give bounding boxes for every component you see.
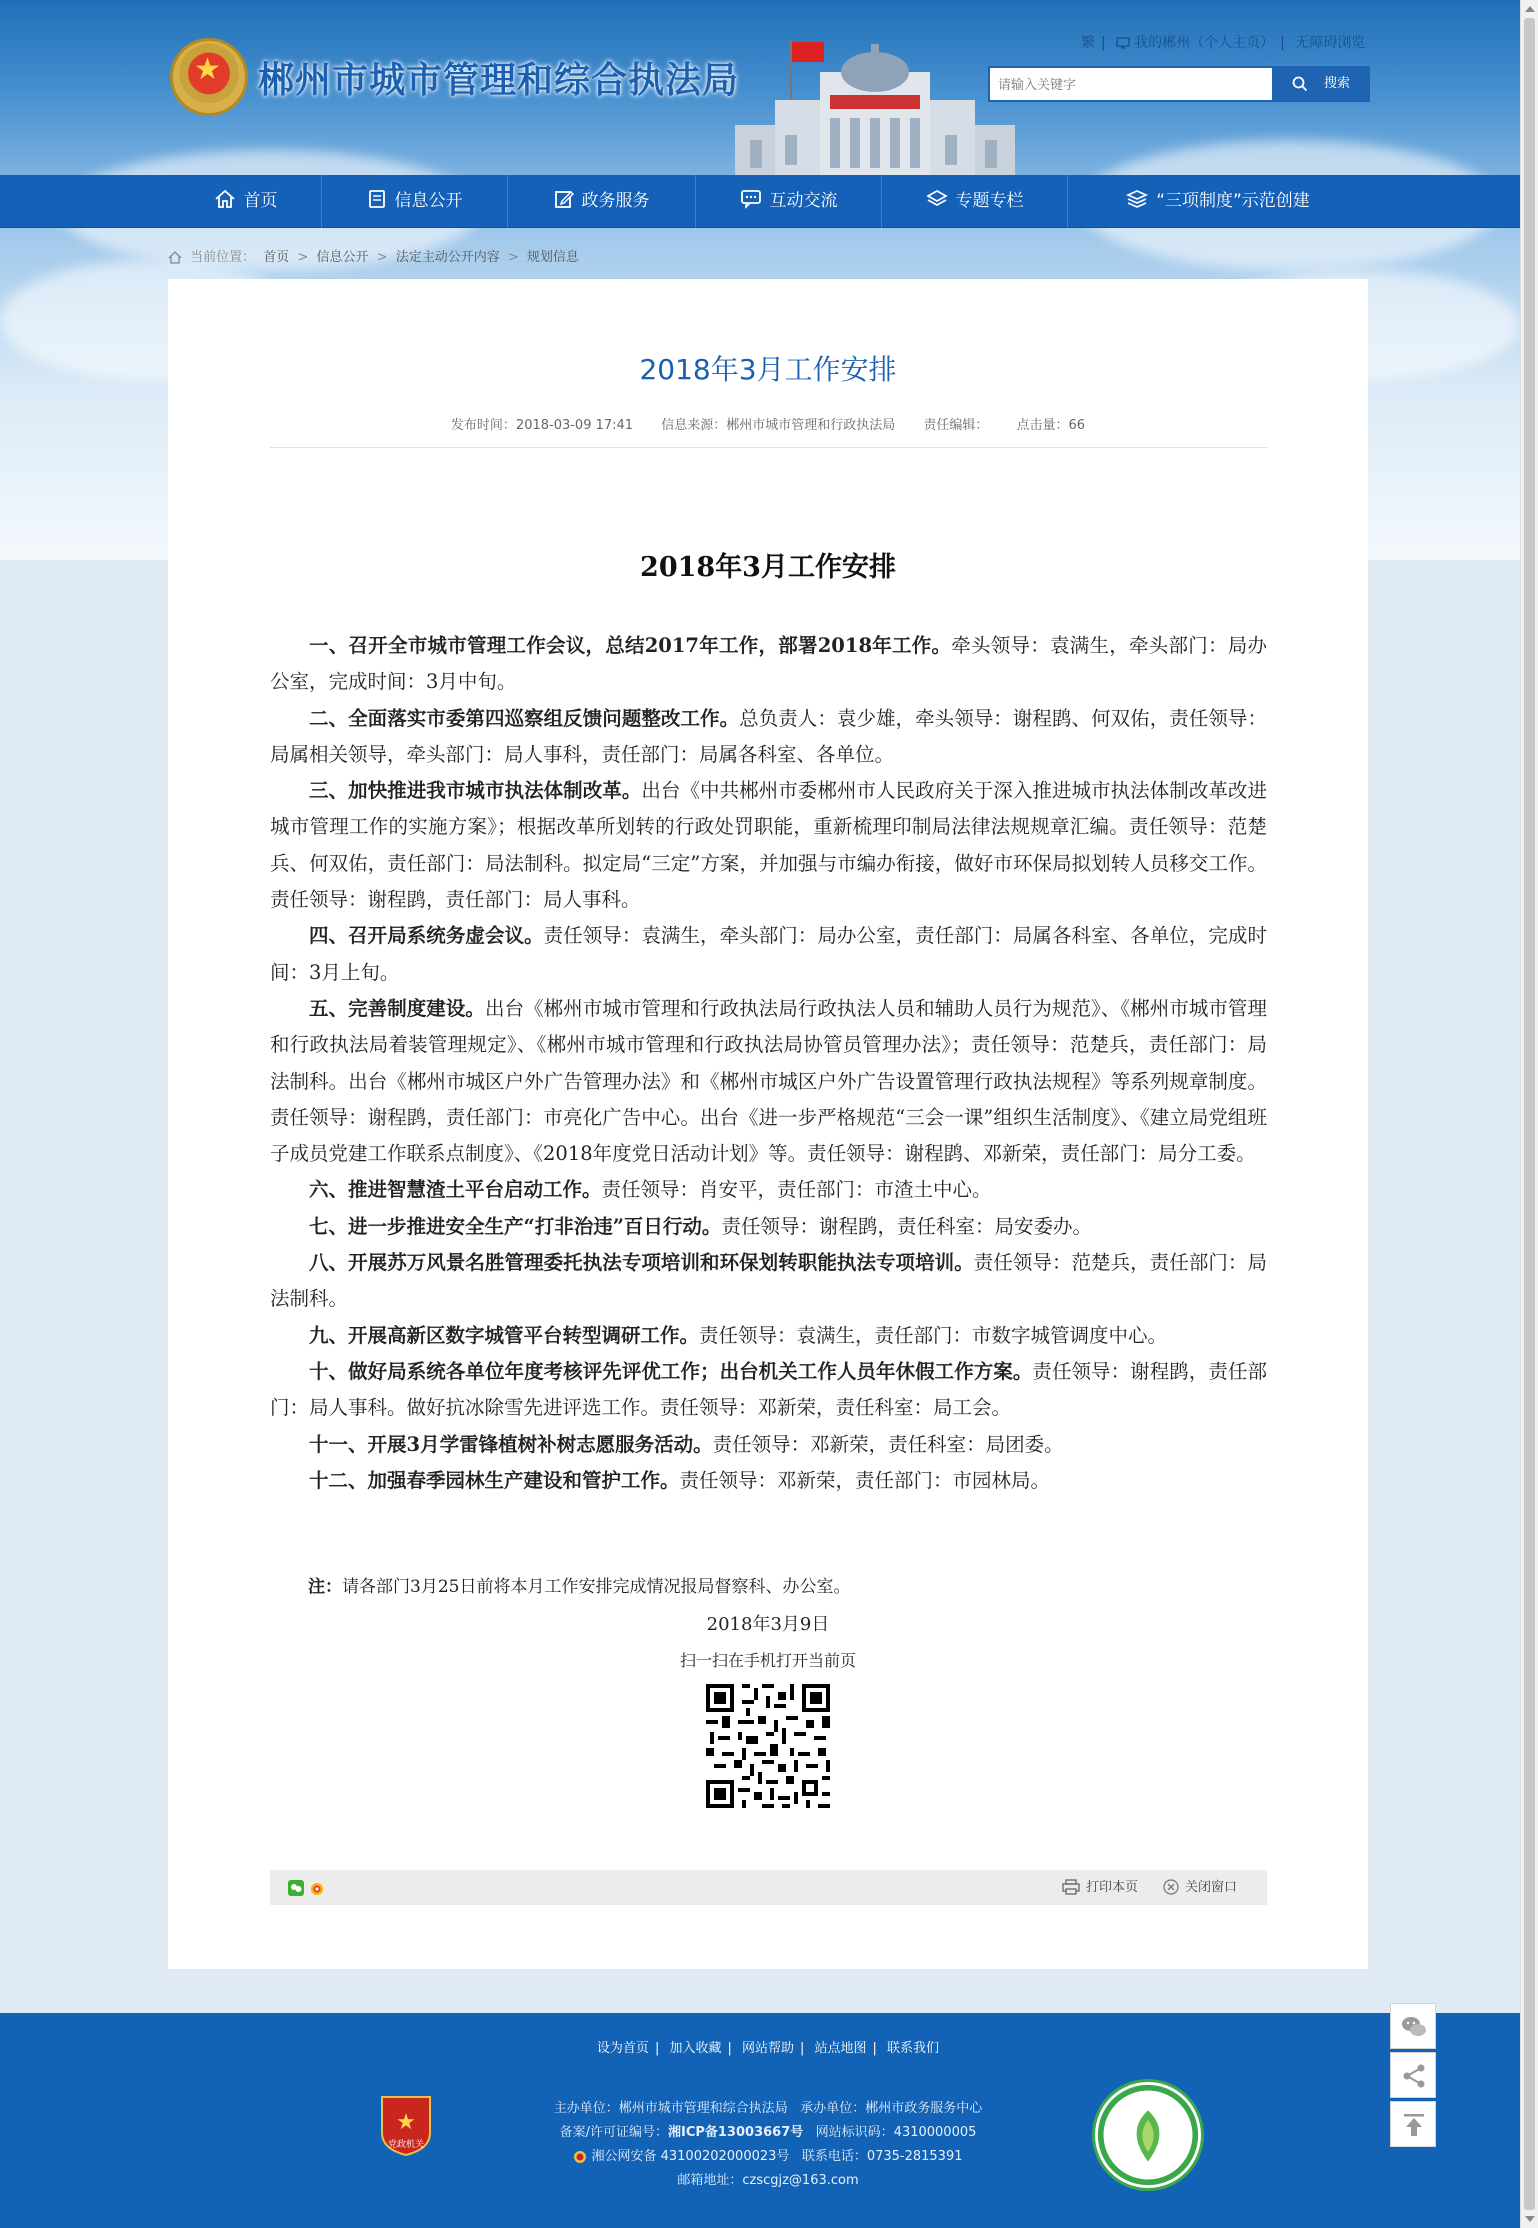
footer-email-line: 邮箱地址：czscgjz@163.com: [677, 2173, 859, 2188]
page-scrollbar[interactable]: [1520, 0, 1538, 2228]
national-emblem-logo: ★: [170, 38, 248, 116]
scroll-up-arrow[interactable]: [1525, 6, 1535, 12]
print-button[interactable]: 打印本页: [1062, 1870, 1138, 1905]
info-source: 信息来源：郴州市城市管理和行政执法局: [661, 418, 896, 433]
footer-icp-line: 备案/许可证编号：湘ICP备13003667号 网站标识码：4310000005: [559, 2125, 977, 2140]
paragraph: 五、完善制度建设。出台《郴州市城市管理和行政执法局行政执法人员和辅助人员行为规范》、《郴州市城市管理和行政执法局着装管理规定》、《郴州市城市管理和行政执法局协管员管理办法》；责任领导：范楚兵，责任部门：局法制科。出台《郴州市城区户外广告管理办法》和《郴州市城区户外广告设置管理行政执法规程》等系列规章制度。责任领导：谢程鹍，责任部门：市亮化广告中心。出台《进一步严格规范“三会一课”组织生活制度》、《建立局党组班子成员党建工作联系点制度》、《2018年度党日活动计划》等。责任领导：谢程鹍、邓新荣，责任部门：局分工委。: [270, 996, 1267, 1166]
breadcrumb: [168, 246, 583, 265]
article-date: 2018年3月9日: [706, 1614, 830, 1635]
share-icon: [1400, 2062, 1428, 2090]
share-bar: [270, 1870, 1267, 1905]
paragraph: 七、进一步推进安全生产“打非治违”百日行动。责任领导：谢程鹍，责任科室：局安委办。: [309, 1214, 1092, 1238]
nav-item-services[interactable]: 政务服务: [508, 175, 696, 228]
paragraph: 二、全面落实市委第四巡察组反馈问题整改工作。总负责人：袁少雄，牵头领导：谢程鹍、何双佑，责任领导：局属相关领导，牵头部门：局人事科，责任部门：局属各科室、各单位。: [270, 706, 1267, 766]
arrow-up-icon: [1400, 2111, 1428, 2139]
footer-link-homepage[interactable]: 设为首页: [596, 2041, 649, 2056]
breadcrumb-home[interactable]: 首页: [263, 250, 290, 265]
footer-link-sitemap[interactable]: 站点地图: [814, 2041, 867, 2056]
home-icon: [214, 189, 236, 209]
layers-icon: [926, 189, 948, 209]
site-footer: [0, 2013, 1520, 2228]
article-note: 注：请各部门3月25日前将本月工作安排完成情况报局督察科、办公室。: [308, 1577, 851, 1597]
chat-icon: [740, 189, 762, 209]
qr-code: [702, 1680, 834, 1812]
article-body: [270, 628, 1267, 1499]
site-title[interactable]: 郴州市城市管理和综合执法局: [258, 60, 740, 101]
breadcrumb-separator: >: [376, 250, 388, 265]
document-title: 2018年3月工作安排: [640, 552, 896, 583]
view-count: 点击量：66: [1016, 418, 1086, 433]
publish-time: 发布时间：2018-03-09 17:41: [450, 418, 634, 433]
site-header: [0, 0, 1520, 175]
nav-item-home[interactable]: 首页: [170, 175, 322, 228]
paragraph: 十二、加强春季园林生产建设和管护工作。责任领导：邓新荣，责任部门：市园林局。: [309, 1468, 1051, 1492]
footer-police-line: 湘公网安备 43100202000023号 联系电话：0735-2815391: [0, 2145, 1536, 2164]
nav-item-interaction[interactable]: 互动交流: [696, 175, 882, 228]
civilized-city-badge[interactable]: [1092, 2079, 1204, 2191]
paragraph: 四、召开局系统务虚会议。责任领导：袁满生，牵头部门：局办公室，责任部门：局属各科室、各单位，完成时间：3月上旬。: [270, 924, 1267, 984]
search-box: [988, 66, 1370, 102]
breadcrumb-separator: >: [297, 250, 309, 265]
paragraph: 十一、开展3月学雷锋植树补树志愿服务活动。责任领导：邓新荣，责任科室：局团委。: [309, 1432, 1064, 1456]
footer-link-contact[interactable]: 联系我们: [887, 2041, 940, 2056]
close-window-button[interactable]: 关闭窗口: [1163, 1870, 1237, 1905]
wechat-side-button[interactable]: [1390, 2003, 1436, 2049]
my-chenzhou-link[interactable]: 我的郴州（个人主页）: [1116, 35, 1274, 51]
divider: [270, 447, 1267, 448]
police-badge-icon: [573, 2150, 587, 2164]
monitor-icon: [1116, 37, 1130, 49]
footer-links: 设为首页 | 加入收藏 | 网站帮助 | 站点地图 | 联系我们: [596, 2041, 940, 2056]
footer-host-line: 主办单位：郴州市城市管理和综合执法局 承办单位：郴州市政务服务中心: [553, 2101, 983, 2116]
editor: 责任编辑：: [923, 418, 989, 433]
share-icons: [288, 1880, 328, 1896]
accessibility-link[interactable]: 无障碍浏览: [1295, 35, 1366, 51]
breadcrumb-prefix: 当前位置：: [190, 250, 256, 265]
breadcrumb-info[interactable]: 信息公开: [316, 250, 369, 265]
paragraph: 九、开展高新区数字城管平台转型调研工作。责任领导：袁满生，责任部门：市数字城管调度中心。: [309, 1323, 1168, 1347]
scroll-down-arrow[interactable]: [1525, 2216, 1535, 2222]
svg-text:★: ★: [396, 2110, 416, 2135]
nav-item-info[interactable]: 信息公开: [322, 175, 508, 228]
home-icon: [168, 251, 182, 264]
wechat-icon: [1400, 2013, 1428, 2041]
traditional-chinese-link[interactable]: 繁: [1081, 35, 1095, 51]
scroll-thumb[interactable]: [1524, 18, 1535, 2210]
nav-item-three-systems[interactable]: “三项制度”示范创建: [1068, 175, 1368, 228]
svg-text:党政机关: 党政机关: [387, 2140, 425, 2150]
paragraph: 八、开展苏万风景名胜管理委托执法专项培训和环保划转职能执法专项培训。责任领导：范楚兵，责任部门：局法制科。: [270, 1251, 1267, 1311]
paragraph: 六、推进智慧渣土平台启动工作。责任领导：肖安平，责任部门：市渣土中心。: [309, 1178, 992, 1202]
search-button[interactable]: 搜索: [1272, 68, 1368, 100]
printer-icon: [1062, 1879, 1080, 1895]
nav-item-topics[interactable]: 专题专栏: [882, 175, 1068, 228]
main-nav: [0, 175, 1520, 228]
back-to-top-button[interactable]: [1390, 2101, 1436, 2147]
scan-prompt: 扫一扫在手机打开当前页: [679, 1651, 856, 1670]
paragraph: 三、加快推进我市城市执法体制改革。出台《中共郴州市委郴州市人民政府关于深入推进城市执法体制改革改进城市管理工作的实施方案》；根据改革所划转的行政处罚职能，重新梳理印制局法律法规规章汇编。责任领导：范楚兵、何双佑，责任部门：局法制科。拟定局“三定”方案，并加强与市编办衔接，做好市环保局拟划转人员移交工作。责任领导：谢程鹍，责任部门：局人事科。: [270, 779, 1267, 912]
paragraph: 一、召开全市城市管理工作会议，总结2017年工作，部署2018年工作。牵头领导：袁满生，牵头部门：局办公室，完成时间：3月中旬。: [270, 634, 1267, 694]
building-illustration: [695, 40, 1055, 175]
share-side-button[interactable]: [1390, 2052, 1436, 2098]
top-links: 繁 | 我的郴州（个人主页） | 无障碍浏览: [1081, 35, 1366, 51]
search-icon: [1292, 76, 1308, 92]
search-input[interactable]: [998, 74, 1268, 96]
breadcrumb-separator: >: [507, 250, 519, 265]
icp-link[interactable]: 湘ICP备13003667号: [667, 2125, 804, 2140]
breadcrumb-statutory[interactable]: 法定主动公开内容: [395, 250, 500, 265]
article-meta: [0, 414, 1536, 433]
breadcrumb-planning[interactable]: 规划信息: [526, 250, 579, 265]
article-title: 2018年3月工作安排: [639, 353, 897, 386]
footer-link-favorite[interactable]: 加入收藏: [669, 2041, 722, 2056]
edit-icon: [554, 189, 574, 209]
close-icon: [1163, 1879, 1179, 1895]
document-icon: [367, 189, 387, 209]
paragraph: 十、做好局系统各单位年度考核评先评优工作；出台机关工作人员年休假工作方案。责任领导：谢程鹍，责任部门：局人事科。做好抗冰除雪先进评选工作。责任领导：邓新荣，责任科室：局工会。: [270, 1359, 1267, 1420]
stack-icon: [1126, 189, 1148, 209]
footer-link-help[interactable]: 网站帮助: [741, 2041, 794, 2056]
